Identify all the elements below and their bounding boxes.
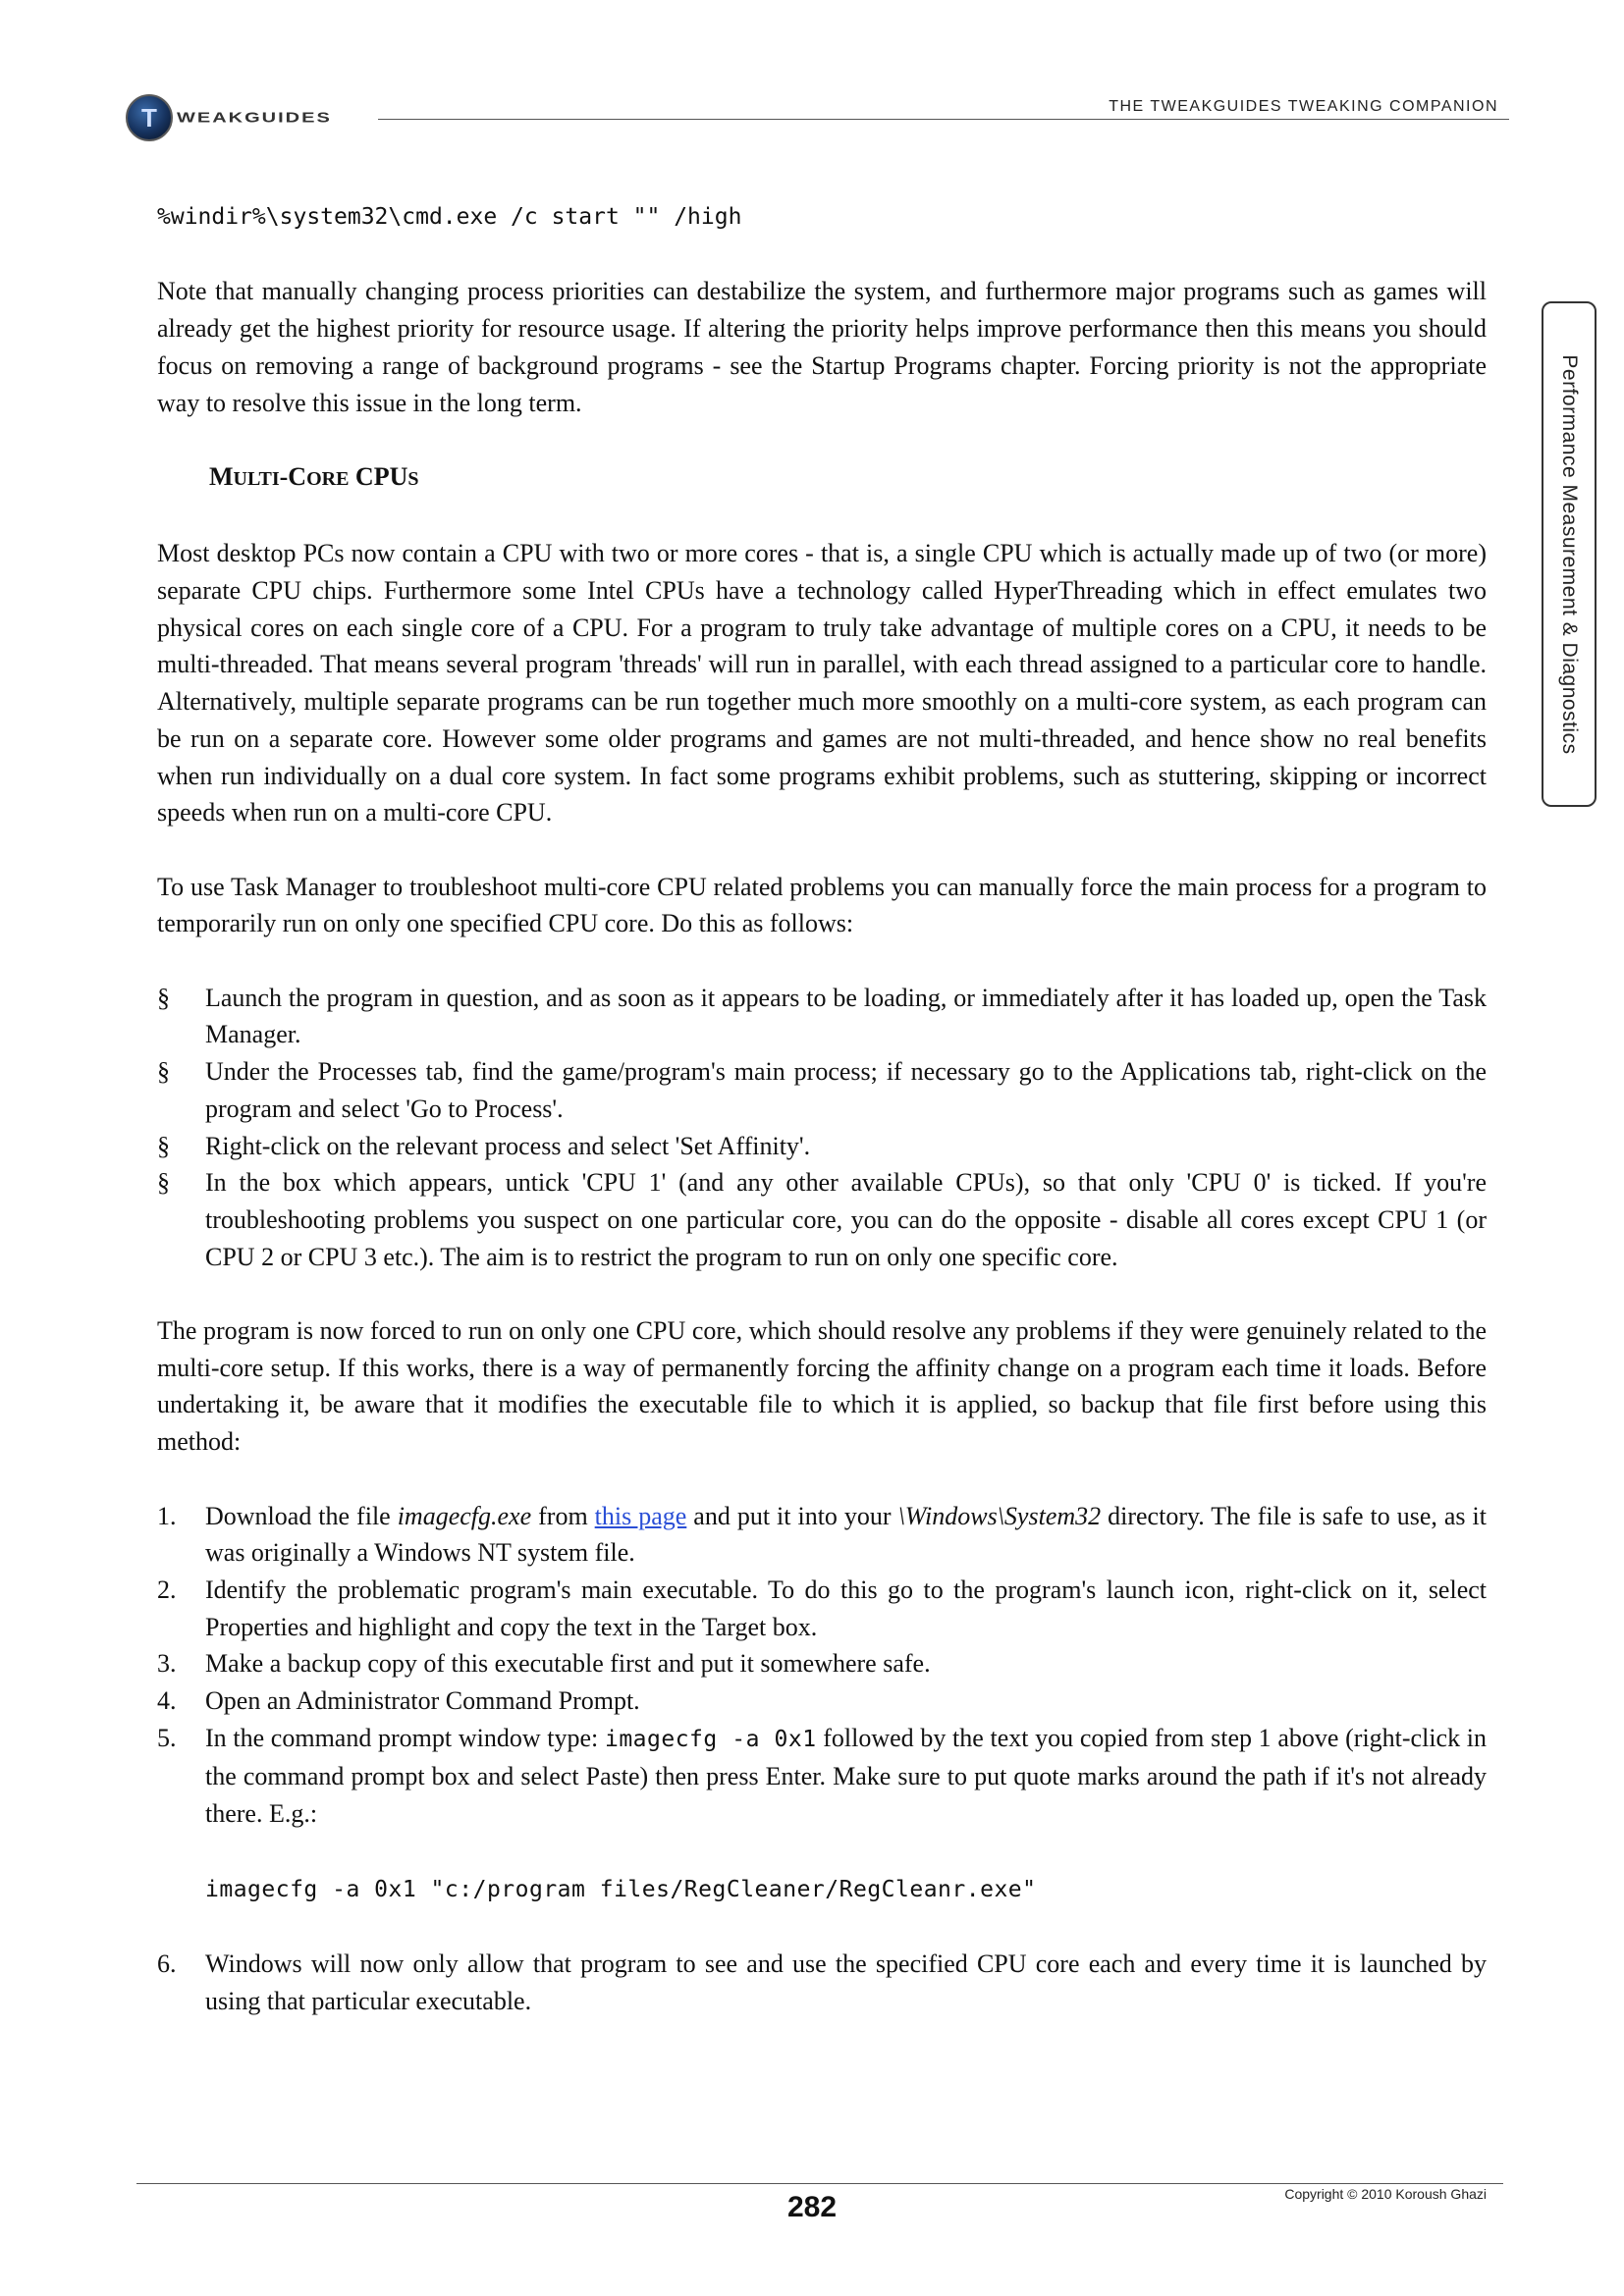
step-text: followed by the text you copied from step 1 above (right-click in the command prompt box and select Paste) then press Enter. Make sure to put quote marks around the path if it's not already there. E.g.:: [205, 1723, 1487, 1829]
paragraph-priority-note: Note that manually changing process priorities can destabilize the system, and furthermore major programs such as games will already get the highest priority for resource usage. If altering the priority helps improve performance then this means you should focus on removing a range of background programs - see the Startup Programs chapter. Forcing priority is not the appropriate way to resolve this issue in the long term.: [157, 277, 1487, 417]
list-item: [157, 1164, 1487, 1275]
chapter-side-tab: [1542, 301, 1597, 807]
step-number: 3.: [157, 1649, 177, 1679]
paragraph-task-manager: To use Task Manager to troubleshoot multi-core CPU related problems you can manually force the main process for a program to temporarily run on only one specified CPU core. Do this as follows:: [157, 872, 1487, 938]
imagecfg-command-example: imagecfg -a 0x1 "c:/program files/RegCleaner/RegCleanr.exe": [205, 1876, 1037, 1902]
imagecfg-steps-list: [157, 1498, 1487, 2020]
list-item: [157, 1720, 1487, 1833]
section-sign-bullet: §: [157, 983, 170, 1012]
step-filename: imagecfg.exe: [397, 1501, 532, 1530]
list-item: [157, 1572, 1487, 1645]
list-item-text: Under the Processes tab, find the game/program's main process; if necessary go to the Applications tab, right-click on the program and select 'Go to Process'.: [205, 1057, 1487, 1123]
command-line-example: %windir%\system32\cmd.exe /c start "" /high: [157, 204, 742, 230]
step-text: directory. The file is safe to use, as it was originally a Windows NT system file.: [205, 1501, 1487, 1568]
list-item: [157, 1498, 1487, 1572]
step-text: Make a backup copy of this executable first and put it somewhere safe.: [205, 1649, 931, 1679]
list-item: [157, 980, 1487, 1053]
list-item: [157, 1682, 1487, 1720]
tweakguides-logo: [126, 94, 332, 141]
section-sign-bullet: §: [157, 1168, 170, 1198]
page-content: [157, 199, 1487, 2019]
step-number: 1.: [157, 1501, 177, 1530]
list-item-text: Launch the program in question, and as soon as it appears to be loading, or immediately after it has loaded up, open the Task Manager.: [205, 983, 1487, 1049]
step-number: 2.: [157, 1575, 177, 1604]
affinity-steps-list: [157, 980, 1487, 1276]
code-example-row: [157, 1870, 1487, 1909]
section-sign-bullet: §: [157, 1131, 170, 1160]
heading-part: -: [279, 461, 289, 491]
step-text: from: [531, 1501, 595, 1530]
step-text: Open an Administrator Command Prompt.: [205, 1686, 640, 1716]
list-item: [157, 1946, 1487, 2019]
copyright-notice: Copyright © 2010 Koroush Ghazi: [1284, 2186, 1487, 2202]
step-text: Windows will now only allow that program to see and use the specified CPU core each and every time it is launched by using that particular executable.: [205, 1949, 1487, 2015]
inline-command: imagecfg -a 0x1: [604, 1726, 817, 1752]
paragraph-permanent-affinity: The program is now forced to run on only one CPU core, which should resolve any problems if they were genuinely related to the multi-core setup. If this works, there is a way of permanently forcing the affinity change on a program each time it loads. Before undertaking it, be aware that it modifies the executable file to which it is applied, so backup that file first before using this method:: [157, 1316, 1487, 1457]
page-number: 282: [786, 2191, 838, 2223]
logo-emblem: T: [126, 94, 173, 141]
step-number: 6.: [157, 1949, 177, 1978]
header-divider: [378, 119, 1509, 120]
heading-part: ULTI: [233, 467, 280, 490]
list-item-text: Right-click on the relevant process and select 'Set Affinity'.: [205, 1131, 811, 1160]
footer-divider: [136, 2183, 1503, 2184]
heading-part: C: [288, 461, 307, 491]
step-text: Identify the problematic program's main executable. To do this go to the program's launch icon, right-click on it, select Properties and highlight and copy the text in the Target box.: [205, 1575, 1487, 1641]
list-item: [157, 1128, 1487, 1165]
step-text: and put it into your: [686, 1501, 898, 1530]
list-item: [157, 1645, 1487, 1682]
paragraph-multi-core-intro: Most desktop PCs now contain a CPU with two or more cores - that is, a single CPU which is actually made up of two (or more) separate CPU chips. Furthermore some Intel CPUs have a technology called HyperThreading which in effect emulates two physical cores on each single core of a CPU. For a program to truly take advantage of multiple cores on a CPU, it needs to be multi-threaded. That means several program 'threads' will run in parallel, with each thread assigned to a particular core to handle. Alternatively, multiple separate programs can be run together much more smoothly on a multi-core system, as each program can be run on a separate core. However some older programs and games are not multi-threaded, and hence show no real benefits when run individually on a dual core system. In fact some programs exhibit problems, such as stuttering, skipping or incorrect speeds when run on a multi-core CPU.: [157, 539, 1487, 828]
step-text: In the command prompt window type:: [205, 1723, 605, 1752]
logo-wordmark: WEAKGUIDES: [177, 109, 332, 126]
heading-part: M: [209, 461, 234, 491]
step-text: Download the file: [205, 1501, 398, 1530]
heading-part: ORE: [306, 467, 350, 490]
header-title: THE TWEAKGUIDES TWEAKING COMPANION: [1109, 98, 1498, 115]
heading-part: S: [407, 467, 419, 490]
step-number: 4.: [157, 1686, 177, 1716]
this-page-link[interactable]: this page: [594, 1501, 687, 1530]
section-sign-bullet: §: [157, 1057, 170, 1087]
section-heading-multi-core-cpus: [209, 458, 1487, 499]
list-item: [157, 1053, 1487, 1127]
step-path: \Windows\System32: [897, 1501, 1102, 1530]
list-item-text: In the box which appears, untick 'CPU 1' (and any other available CPUs), so that only 'CPU 0' is ticked. If you're troubleshooting problems you suspect on one particular core, you can do the opposite - disable all cores except CPU 1 (or CPU 2 or CPU 3 etc.). The aim is to restrict the program to run on only one specific core.: [205, 1168, 1487, 1271]
heading-part: CPU: [349, 461, 408, 491]
step-number: 5.: [157, 1723, 177, 1752]
chapter-side-tab-label: Performance Measurement & Diagnostics: [1558, 353, 1581, 755]
